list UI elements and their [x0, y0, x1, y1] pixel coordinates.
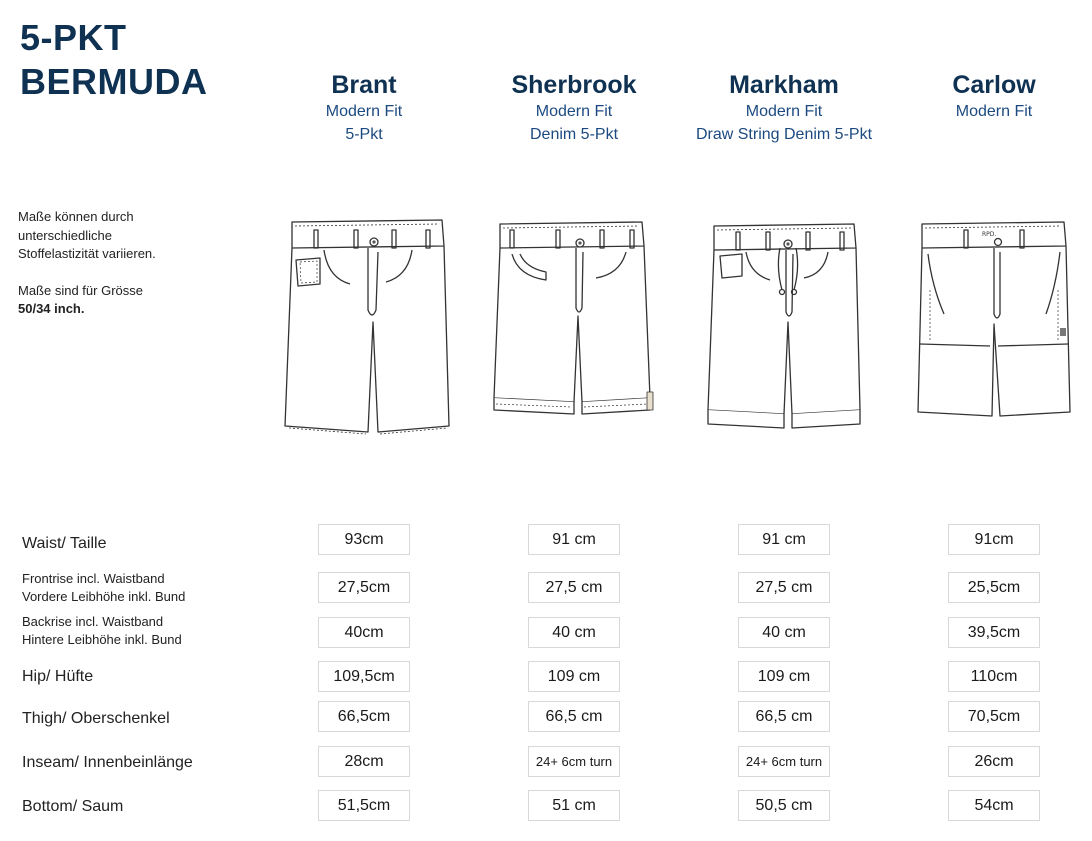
row-label-subtext: Hintere Leibhöhe inkl. Bund — [22, 632, 182, 647]
model-fit: Modern Fit — [535, 103, 613, 120]
value-cell-bottom-sherbrook: 51 cm — [528, 790, 620, 821]
value-cell-backrise-brant: 40cm — [318, 617, 410, 648]
note-line-2: unterschiedliche — [18, 227, 112, 243]
row-label-inseam — [22, 753, 282, 773]
value-cell-waist-brant: 93cm — [318, 524, 410, 555]
value-cell-backrise-sherbrook: 40 cm — [528, 617, 620, 648]
row-label-text: Backrise incl. Waistband — [22, 614, 164, 629]
value-cell-frontrise-brant: 27,5cm — [318, 572, 410, 603]
row-label-bottom — [22, 797, 282, 817]
value-cell-backrise-carlow: 39,5cm — [948, 617, 1040, 648]
model-type: Draw String Denim 5-Pkt — [695, 126, 873, 143]
carlow-shorts-sketch-icon — [914, 216, 1074, 424]
value-cell-inseam-brant: 28cm — [318, 746, 410, 777]
value-cell-bottom-carlow: 54cm — [948, 790, 1040, 821]
row-label-hip — [22, 667, 282, 687]
row-label-text: Hip/ Hüfte — [22, 668, 94, 685]
model-fit: Modern Fit — [325, 103, 403, 120]
value-cell-bottom-markham: 50,5 cm — [738, 790, 830, 821]
value-cell-waist-markham: 91 cm — [738, 524, 830, 555]
model-type: 5-Pkt — [345, 126, 383, 143]
row-label-thigh — [22, 709, 282, 729]
value-cell-hip-markham: 109 cm — [738, 661, 830, 692]
row-label-text: Thigh/ Oberschenkel — [22, 710, 170, 727]
title-line-1: 5-PKT — [20, 17, 127, 58]
model-type: Denim 5-Pkt — [529, 126, 619, 143]
model-header-sherbrook — [454, 70, 694, 146]
model-name: Markham — [729, 71, 839, 99]
model-name: Carlow — [952, 71, 1036, 99]
value-cell-thigh-carlow: 70,5cm — [948, 701, 1040, 732]
value-cell-hip-carlow: 110cm — [948, 661, 1040, 692]
value-cell-waist-sherbrook: 91 cm — [528, 524, 620, 555]
row-label-text: Bottom/ Saum — [22, 798, 124, 815]
page-title — [20, 16, 208, 104]
row-label-frontrise — [22, 570, 282, 606]
row-label-waist — [22, 534, 282, 554]
value-cell-inseam-markham: 24+ 6cm turn — [738, 746, 830, 777]
value-cell-inseam-carlow: 26cm — [948, 746, 1040, 777]
row-label-backrise — [22, 613, 282, 649]
carlow-logo-text: RPD. — [982, 231, 997, 238]
note-line-1: Maße können durch — [18, 209, 134, 224]
value-cell-frontrise-sherbrook: 27,5 cm — [528, 572, 620, 603]
model-header-markham — [664, 70, 904, 146]
value-cell-frontrise-markham: 27,5 cm — [738, 572, 830, 603]
row-label-text: Waist/ Taille — [22, 535, 107, 552]
value-cell-frontrise-carlow: 25,5cm — [948, 572, 1040, 603]
model-header-carlow — [874, 70, 1092, 123]
model-name: Sherbrook — [511, 71, 637, 99]
model-header-brant — [244, 70, 484, 146]
note-line-3: Stoffelastizität variieren. — [18, 246, 156, 261]
value-cell-hip-brant: 109,5cm — [318, 661, 410, 692]
measurement-note — [18, 208, 208, 337]
sherbrook-shorts-sketch-icon — [490, 216, 660, 418]
value-cell-inseam-sherbrook: 24+ 6cm turn — [528, 746, 620, 777]
row-label-text: Frontrise incl. Waistband — [22, 571, 165, 586]
value-cell-thigh-sherbrook: 66,5 cm — [528, 701, 620, 732]
value-cell-waist-carlow: 91cm — [948, 524, 1040, 555]
value-cell-hip-sherbrook: 109 cm — [528, 661, 620, 692]
note-size: 50/34 inch. — [18, 301, 85, 316]
brant-shorts-sketch-icon — [280, 212, 456, 438]
title-line-2: BERMUDA — [20, 61, 208, 102]
value-cell-bottom-brant: 51,5cm — [318, 790, 410, 821]
note-line-4: Maße sind für Grösse — [18, 282, 143, 298]
row-label-text: Inseam/ Innenbeinlänge — [22, 754, 193, 771]
row-label-subtext: Vordere Leibhöhe inkl. Bund — [22, 589, 186, 604]
model-fit: Modern Fit — [955, 103, 1033, 120]
value-cell-thigh-brant: 66,5cm — [318, 701, 410, 732]
value-cell-backrise-markham: 40 cm — [738, 617, 830, 648]
markham-shorts-sketch-icon — [700, 218, 872, 432]
model-name: Brant — [331, 71, 397, 99]
model-fit: Modern Fit — [745, 103, 823, 120]
value-cell-thigh-markham: 66,5 cm — [738, 701, 830, 732]
